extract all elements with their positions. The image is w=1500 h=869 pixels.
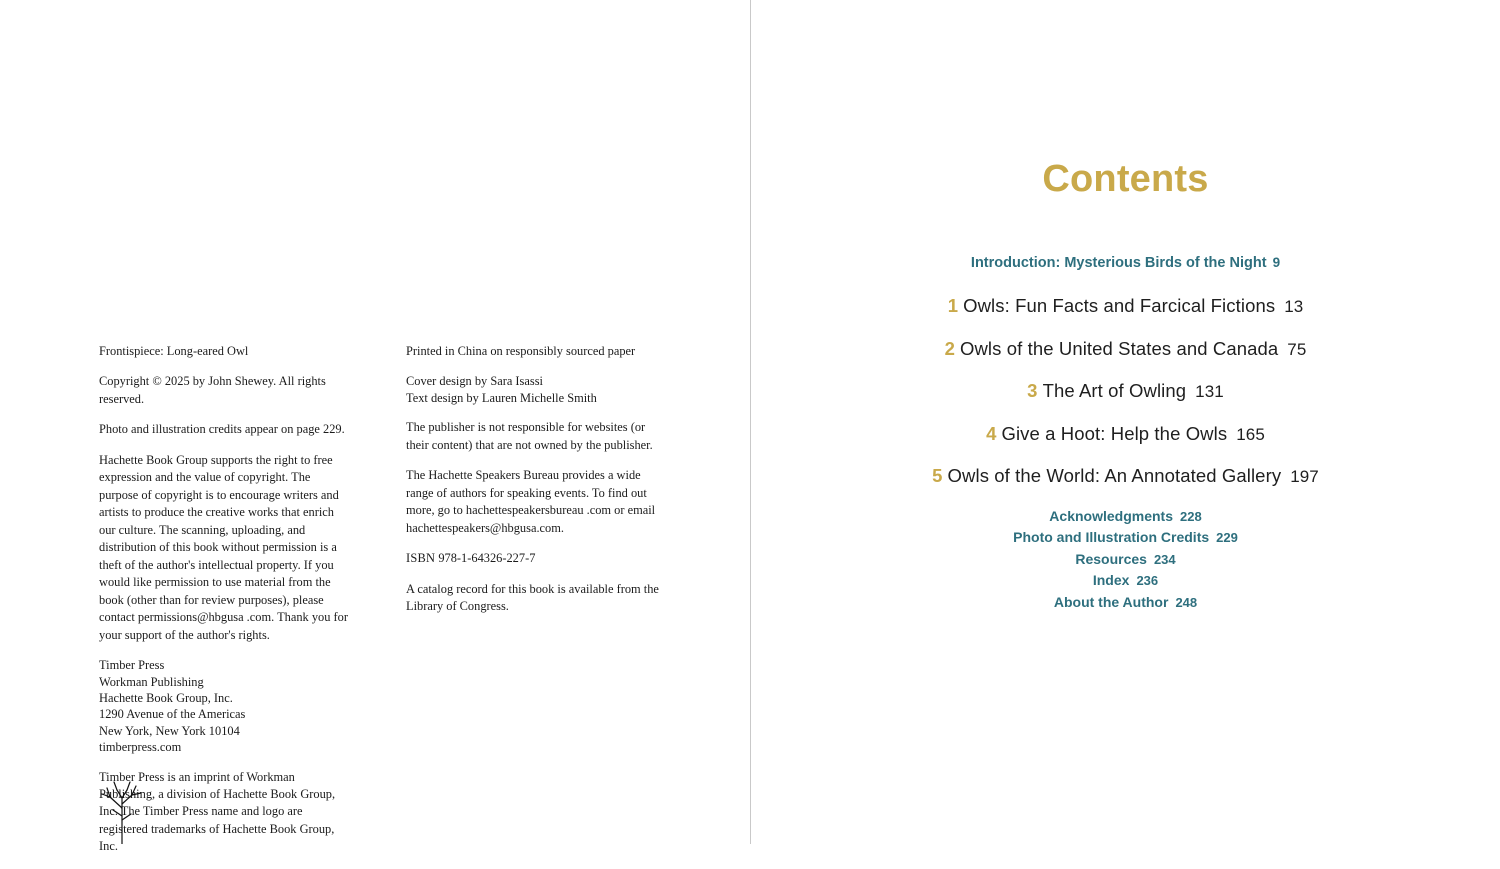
frontispiece-line: Frontispiece: Long-eared Owl xyxy=(99,344,249,358)
publisher-address-line-5: New York, New York 10104 xyxy=(99,723,240,738)
toc-item-page: 234 xyxy=(1153,551,1176,567)
publisher-address-line-3: Hachette Book Group, Inc. xyxy=(99,691,233,706)
text-design-credit: Text design by Lauren Michelle Smith xyxy=(406,390,597,405)
toc-item-acknowledgments[interactable] xyxy=(751,508,1500,524)
contents-page xyxy=(751,0,1500,844)
toc-item-label: Index xyxy=(1092,572,1130,588)
toc-item-chapter-4[interactable] xyxy=(751,423,1500,445)
toc-item-label: Introduction: Mysterious Birds of the Night xyxy=(970,255,1267,271)
toc-item-label: Photo and Illustration Credits xyxy=(1013,529,1210,545)
toc-item-label: About the Author xyxy=(1053,593,1169,610)
toc-item-page: 229 xyxy=(1216,530,1238,545)
toc-item-label: Give a Hoot: Help the Owls xyxy=(1001,422,1228,444)
chapter-number: 1 xyxy=(947,295,959,316)
toc-item-page: 236 xyxy=(1136,573,1159,588)
chapter-number: 4 xyxy=(986,422,997,444)
free-expression-paragraph: Hachette Book Group supports the right to free expression and the value of copyright. The purpose of copyright is to encourage writers and artists to produce the creative works that enrich our culture. The scanning, uploading, and distribution of this book without permission is a theft of the author's intellectual property. If you would like permission to use material from the book (other than for review purposes), please contact permissions@hbgusa .com. Thank you for your support of the author's rights. xyxy=(99,452,348,642)
toc-item-label: Owls: Fun Facts and Farcical Fictions xyxy=(963,295,1276,316)
isbn-line xyxy=(406,550,659,567)
publisher-address-line-4: 1290 Avenue of the Americas xyxy=(99,707,246,722)
toc-item-photo-credits[interactable] xyxy=(751,529,1500,545)
toc-item-label: Owls of the United States and Canada xyxy=(959,337,1279,359)
cover-design-credit: Cover design by Sara Isassi xyxy=(406,374,543,389)
copyright-column-right xyxy=(406,343,659,869)
publisher-address-line-2: Workman Publishing xyxy=(99,674,204,689)
toc-item-page: 75 xyxy=(1287,339,1307,359)
isbn-label: ISBN xyxy=(406,551,436,566)
table-of-contents xyxy=(751,255,1500,615)
toc-item-chapter-5[interactable] xyxy=(751,465,1500,487)
toc-item-chapter-3[interactable] xyxy=(751,380,1500,402)
toc-item-page: 9 xyxy=(1272,255,1281,270)
toc-item-label: Resources xyxy=(1075,550,1147,567)
chapter-number: 2 xyxy=(944,337,955,359)
printing-note: Printed in China on responsibly sourced paper xyxy=(406,344,636,358)
toc-item-label: Owls of the World: An Annotated Gallery xyxy=(947,465,1282,486)
speakers-bureau-note: The Hachette Speakers Bureau provides a wide range of authors for speaking events. To find out more, go to hachettespeakersbureau .com or email hachettespeakers@hbgusa.com. xyxy=(406,468,656,535)
isbn-value: 978-1-64326-227-7 xyxy=(438,551,536,566)
toc-item-about-the-author[interactable] xyxy=(751,594,1500,610)
toc-item-page: 165 xyxy=(1236,424,1265,444)
toc-back-matter xyxy=(751,508,1500,610)
copyright-line: Copyright © 2025 by John Shewey. All rights reserved. xyxy=(99,374,326,406)
toc-item-index[interactable] xyxy=(751,572,1500,588)
toc-item-label: The Art of Owling xyxy=(1042,380,1187,401)
websites-disclaimer: The publisher is not responsible for websites (or their content) that are not owned by the publisher. xyxy=(406,420,653,452)
toc-item-resources[interactable] xyxy=(751,551,1500,567)
toc-item-page: 197 xyxy=(1290,467,1319,486)
catalog-note: A catalog record for this book is available from the Library of Congress. xyxy=(406,581,659,614)
copyright-page xyxy=(0,0,751,854)
toc-item-page: 228 xyxy=(1180,508,1202,524)
toc-item-page: 131 xyxy=(1195,382,1224,401)
toc-item-page: 248 xyxy=(1175,594,1198,610)
toc-item-chapter-1[interactable] xyxy=(751,295,1500,317)
toc-item-introduction[interactable] xyxy=(751,255,1500,271)
toc-item-chapter-2[interactable] xyxy=(751,338,1500,360)
publisher-address-line-1: Timber Press xyxy=(99,658,165,673)
chapter-number: 5 xyxy=(932,465,943,486)
copyright-text-block xyxy=(99,343,659,869)
branch-illustration-icon xyxy=(96,764,156,844)
publisher-website: timberpress.com xyxy=(99,740,182,755)
toc-item-page: 13 xyxy=(1284,297,1304,316)
toc-item-label: Acknowledgments xyxy=(1049,507,1173,524)
imprint-note: Timber Press is an imprint of Workman Publishing, a division of Hachette Book Group, Inc. The Timber Press name and logo are registered trademarks of Hachette Book Group, Inc. xyxy=(99,769,336,854)
page-title: Contents xyxy=(1042,158,1209,200)
chapter-number: 3 xyxy=(1027,380,1038,401)
credits-note: Photo and illustration credits appear on page 229. xyxy=(99,422,345,437)
